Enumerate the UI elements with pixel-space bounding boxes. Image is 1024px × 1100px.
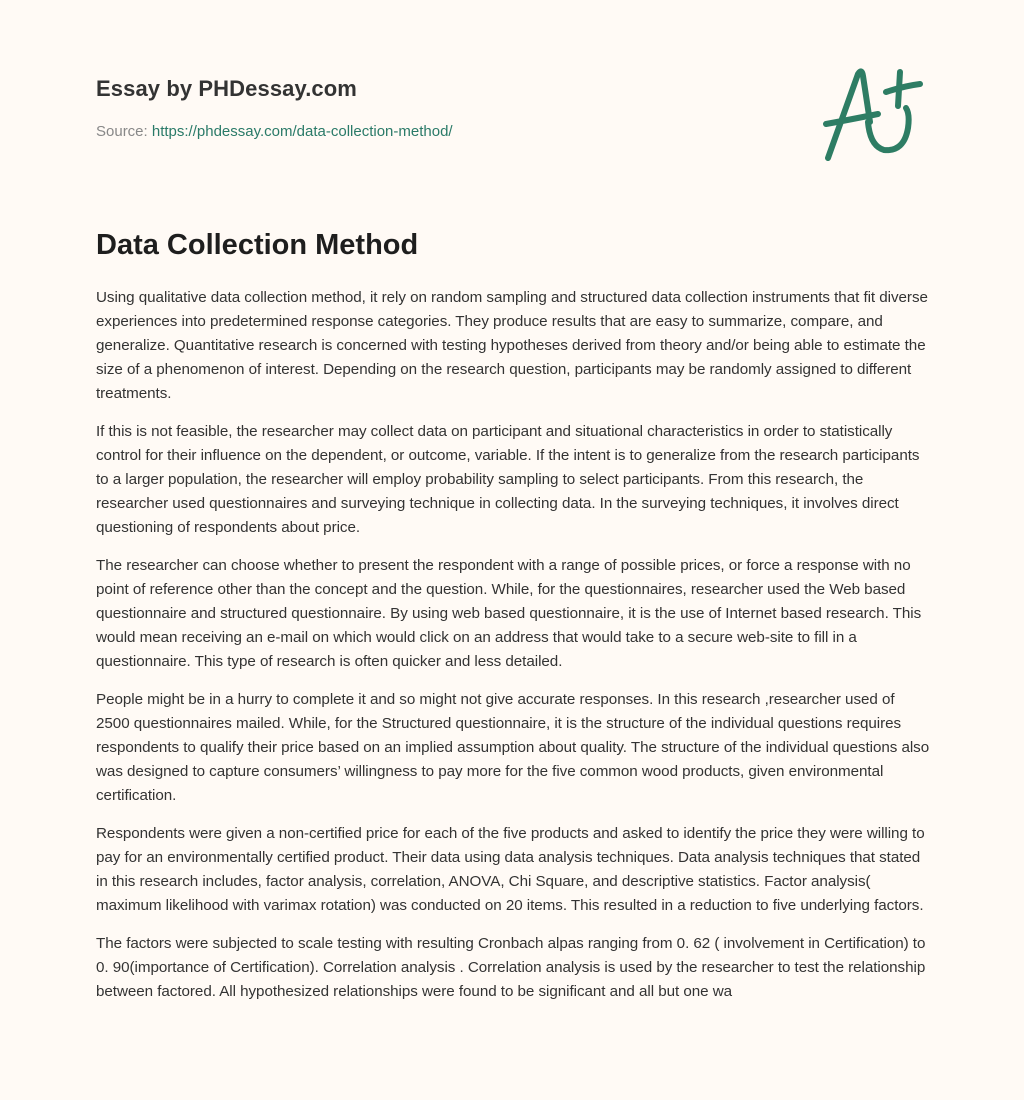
- essay-paragraph: Using qualitative data collection method, it rely on random sampling and structured data collection instruments that fit diverse experiences into predetermined response categories. They produce results that are easy to summarize, compare, and generalize. Quantitative research is concerned with testing hypotheses derived from theory and/or being able to estimate the size of a phenomenon of interest. Depending on the research question, participants may be randomly assigned to different treatments.: [96, 289, 928, 402]
- essay-body: [96, 286, 932, 1018]
- essay-header: [96, 74, 796, 142]
- essay-paragraph: The researcher can choose whether to present the respondent with a range of possible prices, or force a response with no point of reference other than the concept and the question. While, for the questionnaires, researcher used the Web based questionnaire and structured questionnaire. By using web based questionnaire, it is the use of Internet based research. This would mean receiving an e-mail on which would click on an address that would take to a secure web-site to fill in a questionnaire. This type of research is often quicker and less detailed.: [96, 557, 922, 670]
- source-line: [96, 122, 796, 142]
- essay-paragraph: The factors were subjected to scale testing with resulting Cronbach alpas ranging from 0. 62 ( involvement in Certification) to 0. 90(importance of Certification). Correlation analysis . Correlation analysis is used by the researcher to test the relationship between factored. All hypothesized relationships were found to be significant and all but one wa: [96, 935, 926, 1000]
- source-link[interactable]: https://phdessay.com/data-collection-method/: [151, 123, 453, 140]
- source-label: Source:: [96, 123, 152, 140]
- site-title: Essay by PHDessay.com: [96, 76, 357, 101]
- essay-paragraph: If this is not feasible, the researcher may collect data on participant and situational characteristics in order to statistically control for their influence on the dependent, or outcome, variable. If the intent is to generalize from the research participants to a larger population, the researcher will employ probability sampling to select participants. From this research, the researcher used questionnaires and surveying technique in collecting data. In the surveying techniques, it involves direct questioning of respondents about price.: [96, 423, 920, 536]
- essay-title: Data Collection Method: [96, 229, 419, 261]
- essay-paragraph: People might be in a hurry to complete it and so might not give accurate responses. In this research ,researcher used of 2500 questionnaires mailed. While, for the Structured questionnaire, it is the structure of the individual questions requires respondents to qualify their price based on an implied assumption about quality. The structure of the individual questions also was designed to capture consumers’ willingness to pay more for the five common wood products, given environmental certification.: [96, 691, 930, 804]
- essay-paragraph: Respondents were given a non-certified price for each of the five products and asked to identify the price they were willing to pay for an environmentally certified product. Their data using data analysis techniques. Data analysis techniques that stated in this research includes, factor analysis, correlation, ANOVA, Chi Square, and descriptive statistics. Factor analysis( maximum likelihood with varimax rotation) was conducted on 20 items. This resulted in a reduction to five underlying factors.: [96, 825, 925, 914]
- a-plus-grade-icon: [818, 62, 934, 168]
